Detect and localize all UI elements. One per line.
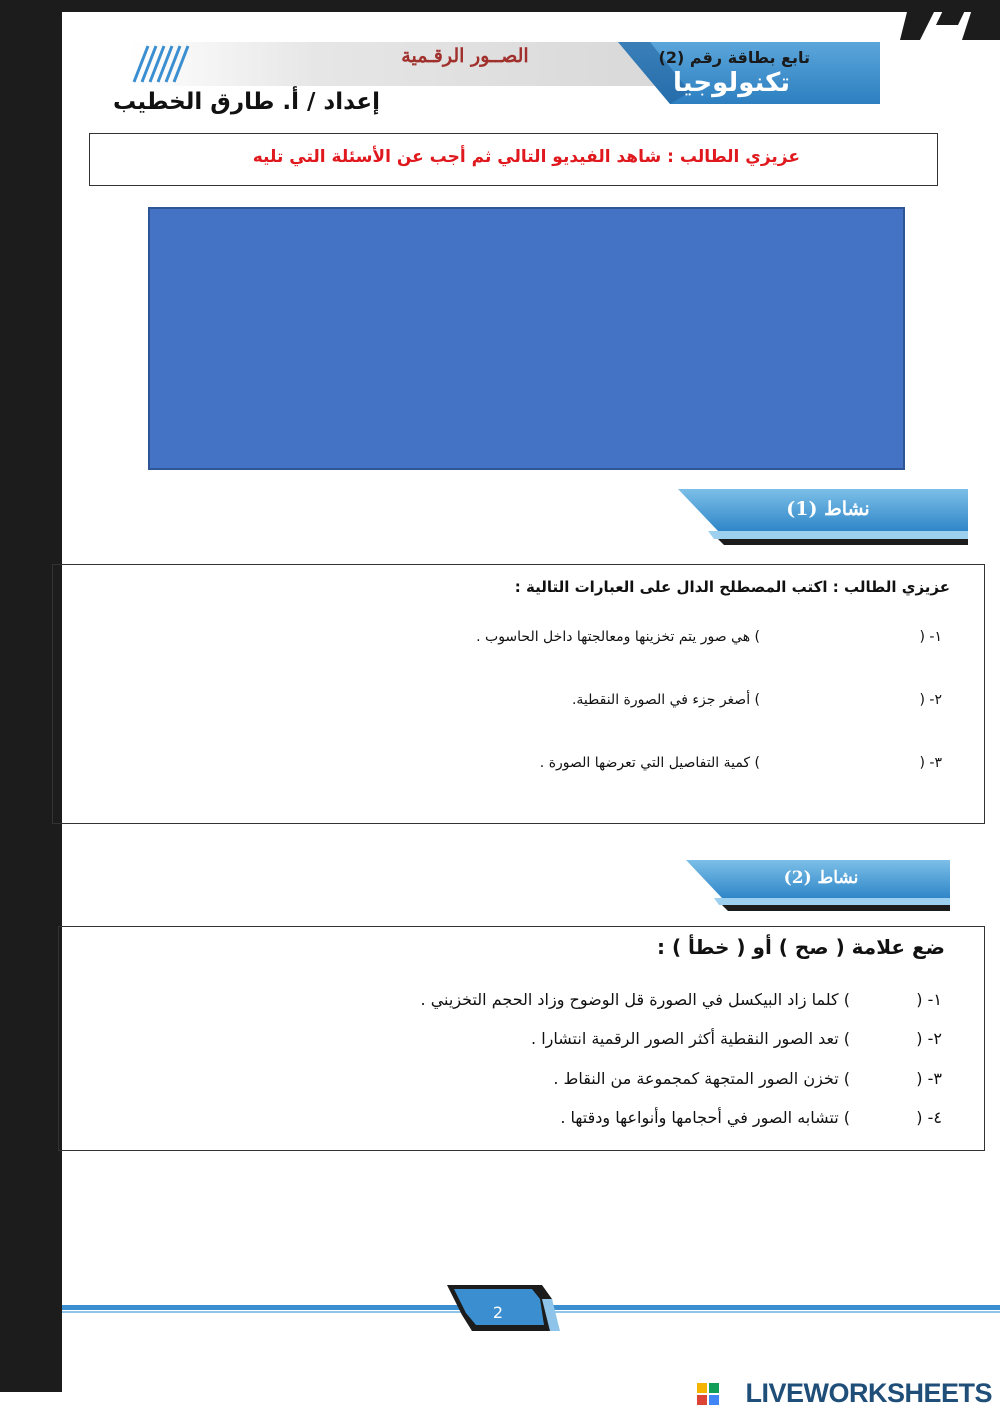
activity2-answer-3-field[interactable] xyxy=(850,1065,910,1089)
activity2-banner xyxy=(686,860,952,914)
activity1-banner xyxy=(678,489,970,547)
activity1-item-3-text: ) كمية التفاصيل التي تعرضها الصورة . xyxy=(539,755,760,771)
activity1-label: نشاط (1) xyxy=(786,498,870,520)
liveworksheets-wordmark[interactable]: LIVEWORKSHEETS xyxy=(745,1378,992,1408)
activity2-answer-1-field[interactable] xyxy=(850,986,910,1010)
activity2-item-2-number: ٢- ( xyxy=(916,1029,942,1048)
activity2-item-1-text: ) كلما زاد البيكسل في الصورة قل الوضوح وزاد الحجم التخزيني . xyxy=(420,990,850,1009)
instruction-text: عزيزي الطالب : شاهد الفيديو التالي ثم أجب عن الأسئلة التي تليه xyxy=(252,147,800,167)
activity1-answer-1-field[interactable] xyxy=(770,624,900,650)
activity1-item-3-number: ٣- ( xyxy=(919,755,942,771)
top-dark-border xyxy=(0,0,1000,12)
activity1-answer-3-field[interactable] xyxy=(770,750,900,776)
subject-name: تكنولوجيا xyxy=(673,68,790,98)
activity2-item-1-number: ١- ( xyxy=(916,990,942,1009)
page-number: 2 xyxy=(492,1303,504,1322)
activity2-answer-2-field[interactable] xyxy=(850,1025,910,1049)
activity1-item-2-text: ) أصغر جزء في الصورة النقطية. xyxy=(571,692,760,708)
activity2-answer-4-field[interactable] xyxy=(850,1104,910,1128)
lesson-title: الصــور الرقـمية xyxy=(401,45,529,67)
activity1-answer-2-field[interactable] xyxy=(770,687,900,713)
author-name: إعداد / أ. طارق الخطيب xyxy=(113,89,380,115)
activity1-heading: عزيزي الطالب : اكتب المصطلح الدال على العبارات التالية : xyxy=(514,578,950,596)
video-player[interactable] xyxy=(148,207,905,470)
activity1-item-1-number: ١- ( xyxy=(919,629,942,645)
corner-stripes-decoration xyxy=(900,0,1000,60)
footer-band xyxy=(62,1285,1000,1345)
activity1-item-2-number: ٢- ( xyxy=(919,692,942,708)
activity1-item-1-text: ) هي صور يتم تخزينها ومعالجتها داخل الحاسوب . xyxy=(476,629,760,645)
liveworksheets-logo-icon xyxy=(697,1383,719,1405)
activity2-item-2-text: ) تعد الصور النقطية أكثر الصور الرقمية انتشارا . xyxy=(531,1029,850,1048)
activity2-item-3-text: ) تخزن الصور المتجهة كمجموعة من النقاط . xyxy=(553,1069,850,1088)
activity2-label: نشاط (2) xyxy=(783,868,859,888)
activity2-item-4-number: ٤- ( xyxy=(916,1108,942,1127)
activity2-item-3-number: ٣- ( xyxy=(916,1069,942,1088)
activity2-heading: ضع علامة ( صح ) أو ( خطأ ) : xyxy=(656,935,945,959)
card-number: تابع بطاقة رقم (2) xyxy=(658,48,810,67)
activity2-item-4-text: ) تتشابه الصور في أحجامها وأنواعها ودقتها . xyxy=(560,1108,850,1127)
